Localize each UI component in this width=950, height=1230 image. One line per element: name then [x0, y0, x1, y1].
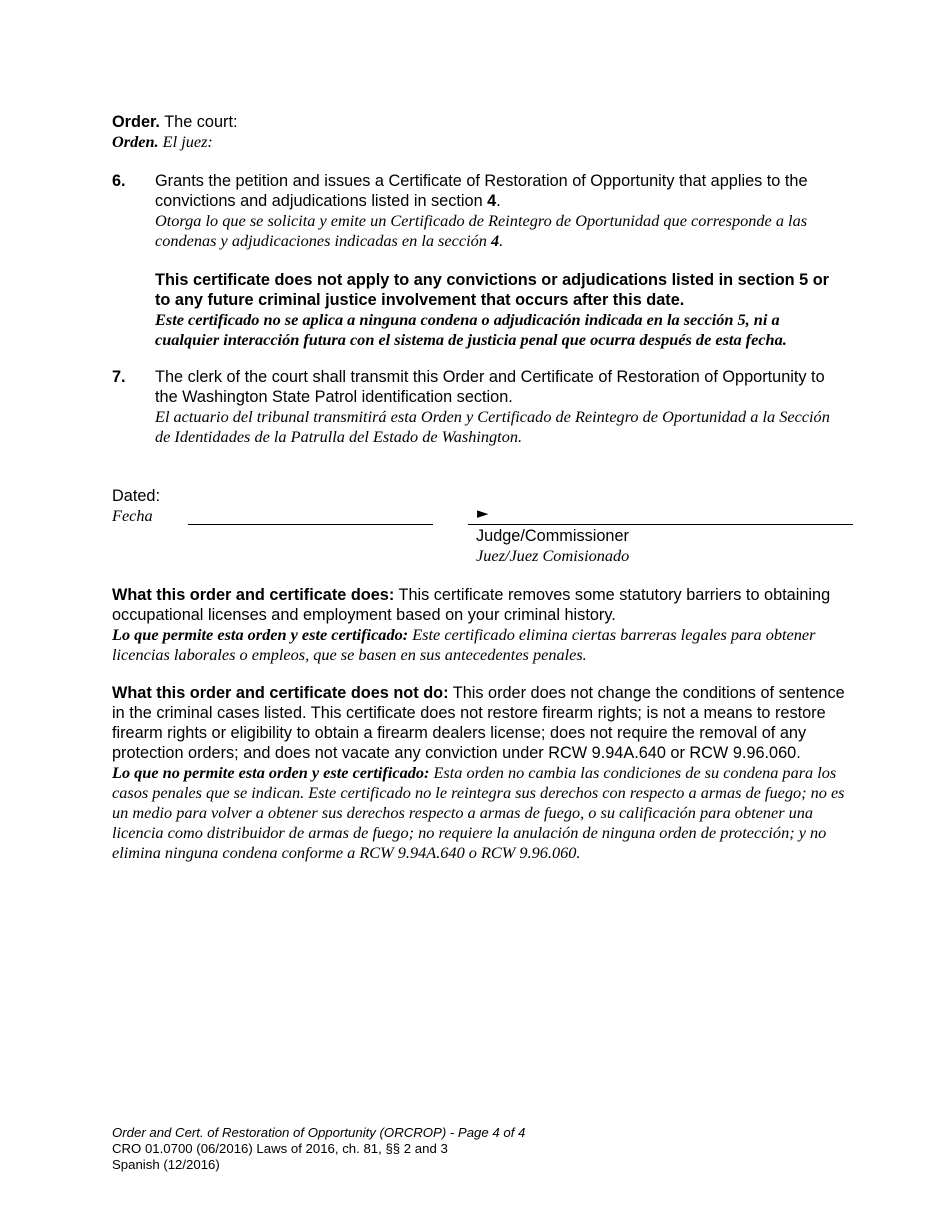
footer-form-title: Order and Cert. of Restoration of Opportunity (ORCROP) - Page 4 of 4 [112, 1125, 526, 1140]
does-body: This certificate removes some statutory barriers to obtaining occupational licenses and employment based on your criminal history. [112, 586, 831, 624]
does-not-body: This order does not change the conditions of sentence in the criminal cases listed. This certificate does not restore firearm rights; is not a means to restore firearm rights or eligibility to obtain a firearm dealers license; does not require the removal of any protection orders; and does not vacate any conviction under RCW 9.94A.640 or RCW 9.96.060. [112, 684, 845, 762]
item-6-text-es [155, 211, 845, 251]
item-6-body [155, 171, 845, 350]
order-text-es: El juez: [158, 132, 213, 151]
item-6-text-bold: 4 [487, 192, 497, 210]
does-not-text [112, 683, 852, 763]
item-6-text [155, 171, 845, 211]
item-7-body [155, 367, 845, 447]
does-not-heading: What this order and certificate does not do: [112, 684, 449, 702]
item-6-text-pre: Grants the petition and issues a Certificate of Restoration of Opportunity that applies to the convictions and adjudications listed in section [155, 172, 808, 210]
does-heading: What this order and certificate does: [112, 586, 395, 604]
footer-language: Spanish (12/2016) [112, 1157, 220, 1172]
dated-label-es: Fecha [112, 506, 153, 525]
order-label: Order. [112, 113, 160, 131]
does-text [112, 585, 852, 625]
page-footer [112, 1125, 712, 1173]
item-6-note-es: Este certificado no se aplica a ninguna condena o adjudicación indicada en la sección 5, ni a cualquier interacción futura con el sistema de justicia penal que ocurra después de esta fecha. [155, 310, 787, 349]
does-not-section [112, 683, 852, 863]
does-heading-es: Lo que permite esta orden y este certificado: [112, 625, 409, 644]
order-label-es: Orden. [112, 132, 159, 151]
order-text: The court: [159, 113, 238, 131]
dated-label: Dated: [112, 487, 160, 505]
judge-label: Judge/Commissioner [476, 527, 629, 545]
does-not-text-es [112, 763, 852, 863]
does-body-es: Este certificado elimina ciertas barreras legales para obtener licencias laborales o empleos, que se basen en sus antecedentes penales. [112, 625, 816, 664]
judge-label-es: Juez/Juez Comisionado [476, 546, 630, 565]
order-heading-es [112, 132, 852, 152]
item-6-es-post: . [499, 231, 504, 250]
order-heading-en [112, 112, 852, 132]
dated-signature-line[interactable] [188, 524, 433, 525]
item-6-es-pre: Otorga lo que se solicita y emite un Certificado de Reintegro de Oportunidad que corresponde a las condenas y adjudicaciones indicadas en la sección [155, 211, 808, 250]
does-not-body-es: Esta orden no cambia las condiciones de su condena para los casos penales que se indican. Este certificado no le reintegra sus derechos con respecto a armas de fuego; no es un medio para volver a obtener sus derechos respecto a armas de fuego, o su calificación para obtener una licencia como distribuidor de armas de fuego; no requiere la anulación de ninguna orden de protección; y no elimina ninguna condena conforme a RCW 9.94A.640 o RCW 9.96.060. [112, 763, 845, 862]
item-7-number: 7. [112, 368, 126, 386]
item-6-number: 6. [112, 172, 126, 190]
does-text-es [112, 625, 852, 665]
does-section [112, 585, 852, 665]
footer-form-code: CRO 01.0700 (06/2016) Laws of 2016, ch. 81, §§ 2 and 3 [112, 1141, 448, 1156]
item-6-note: This certificate does not apply to any convictions or adjudications listed in section 5 or to any future criminal justice involvement that occurs after this date. [155, 271, 829, 309]
item-7-text-es: El actuario del tribunal transmitirá esta Orden y Certificado de Reintegro de Oportunidad a la Sección de Identidades de la Patrulla del Estado de Washington. [155, 407, 830, 446]
does-not-heading-es: Lo que no permite esta orden y este certificado: [112, 763, 430, 782]
order-heading [112, 112, 852, 152]
judge-signature-line[interactable] [468, 524, 853, 525]
sign-here-arrow-icon: ► [477, 504, 489, 522]
item-7-text: The clerk of the court shall transmit this Order and Certificate of Restoration of Opportunity to the Washington State Patrol identification section. [155, 368, 825, 406]
item-6-text-post: . [496, 192, 501, 210]
item-6-es-bold: 4 [490, 231, 500, 250]
